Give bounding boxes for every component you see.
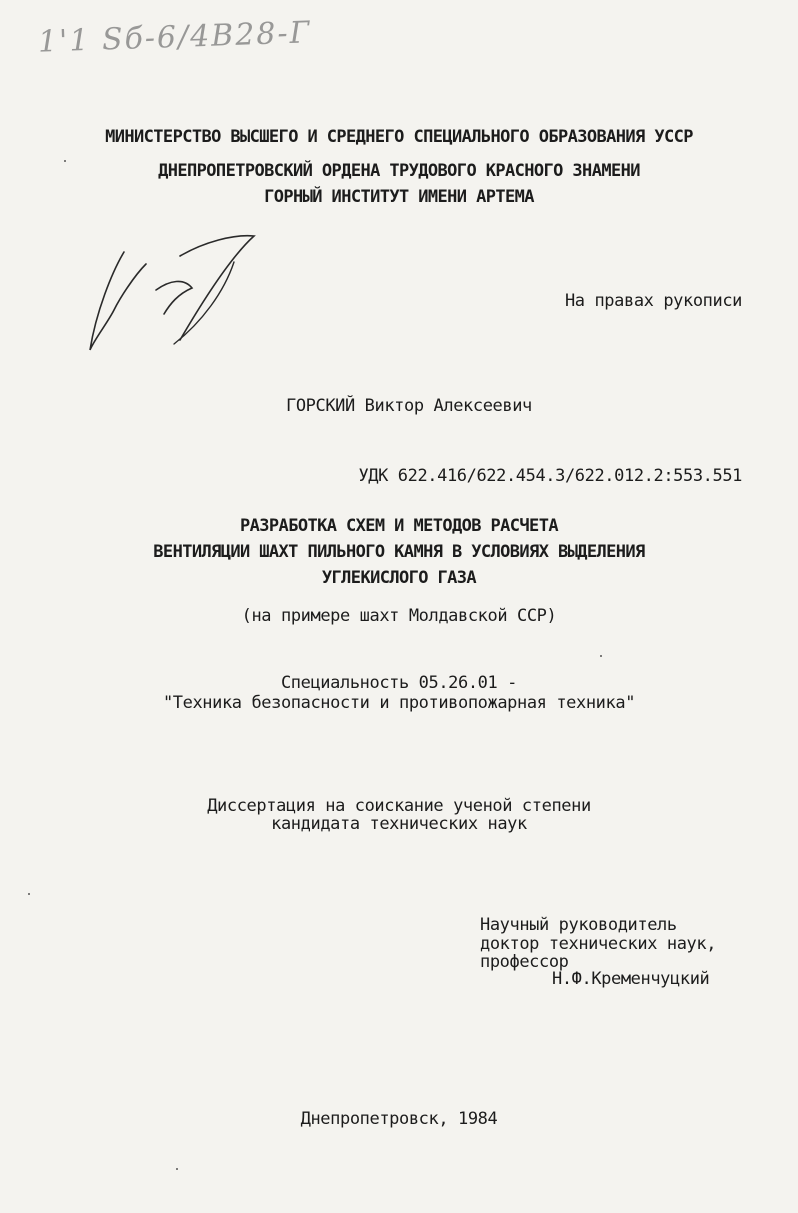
institute-line-2: ГОРНЫЙ ИНСТИТУТ ИМЕНИ АРТЕМА: [264, 187, 534, 207]
udc-code: УДК 622.416/622.454.3/622.012.2:553.551: [358, 466, 742, 486]
title-line-3: УГЛЕКИСЛОГО ГАЗА: [321, 568, 477, 588]
dissertation-degree-2: кандидата технических наук: [271, 814, 527, 834]
specialty-code: Специальность 05.26.01 -: [280, 673, 518, 693]
title-line-1: РАЗРАБОТКА СХЕМ И МЕТОДОВ РАСЧЕТА: [240, 516, 558, 536]
author-name: ГОРСКИЙ Виктор Алексеевич: [286, 396, 532, 416]
specialty-name: "Техника безопасности и противопожарная техника": [162, 693, 636, 713]
city-year: Днепропетровск, 1984: [300, 1109, 498, 1129]
signature-mark: [84, 232, 264, 362]
scan-speck: [176, 1168, 178, 1170]
title-subtitle: (на примере шахт Молдавской ССР): [241, 606, 557, 626]
scan-speck: [28, 893, 30, 895]
supervisor-title: профессор: [480, 952, 569, 972]
scan-speck: [64, 160, 66, 162]
handwritten-archive-note: 1'1 Sб-6/4В28-Г: [37, 15, 312, 60]
institute-line-1: ДНЕПРОПЕТРОВСКИЙ ОРДЕНА ТРУДОВОГО КРАСНОГО ЗНАМЕНИ: [158, 161, 640, 181]
supervisor-degree: доктор технических наук,: [480, 934, 717, 954]
supervisor-role: Научный руководитель: [480, 915, 677, 935]
ministry-line: МИНИСТЕРСТВО ВЫСШЕГО И СРЕДНЕГО СПЕЦИАЛЬНОГО ОБРАЗОВАНИЯ УССР: [105, 127, 693, 147]
scan-speck: [600, 655, 602, 657]
manuscript-rights-note: На правах рукописи: [564, 291, 742, 311]
dissertation-degree-1: Диссертация на соискание ученой степени: [207, 796, 591, 816]
supervisor-name: Н.Ф.Кременчуцкий: [552, 969, 710, 989]
title-line-2: ВЕНТИЛЯЦИИ ШАХТ ПИЛЬНОГО КАМНЯ В УСЛОВИЯХ ВЫДЕЛЕНИЯ: [153, 542, 645, 562]
